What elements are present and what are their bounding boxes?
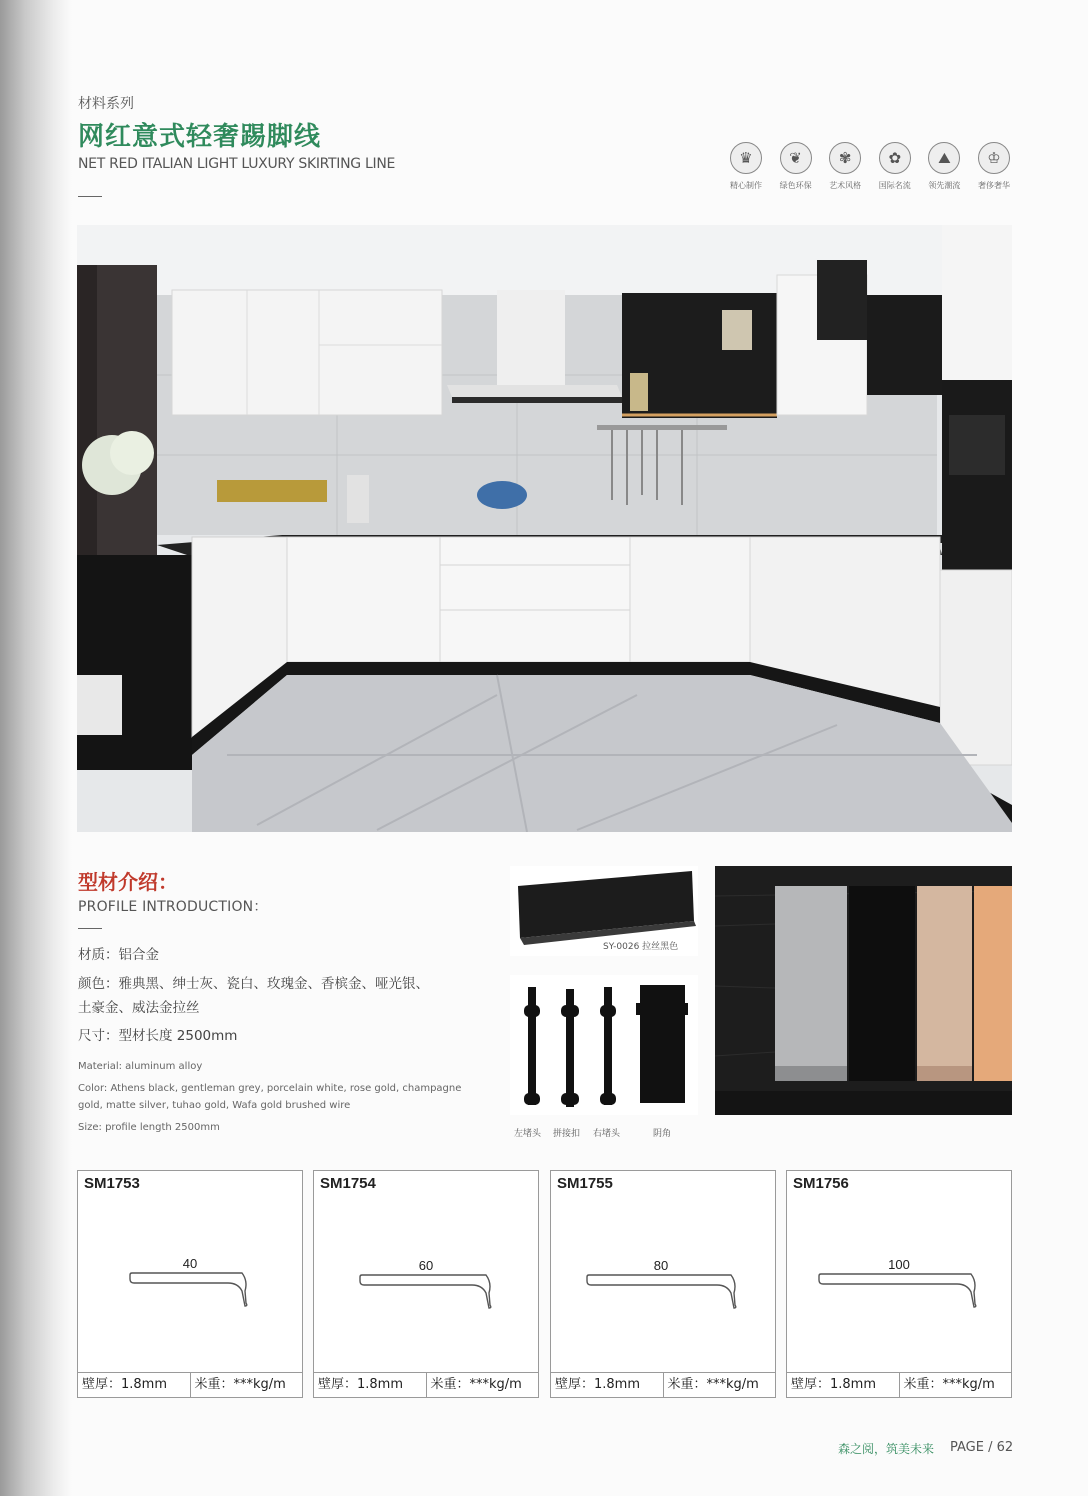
- title-divider: [78, 196, 102, 197]
- profile-width-label: 40: [182, 1256, 198, 1271]
- profile-specs: [787, 1372, 1011, 1397]
- badge-trend: ⛰ 领先潮流: [922, 142, 966, 192]
- badge-art: ✾ 艺术风格: [823, 142, 867, 192]
- feature-badges: [724, 142, 1016, 192]
- profile-card-sm1756: [786, 1170, 1012, 1398]
- profile-card-sm1755: [550, 1170, 776, 1398]
- profile-width-label: 100: [888, 1257, 910, 1272]
- color-en-line1: Color: Athens black, gentleman grey, porcelain white, rose gold, champagne: [78, 1083, 462, 1094]
- profile-weight: 米重：***kg/m: [190, 1373, 303, 1397]
- art-icon: ✾: [829, 142, 861, 174]
- profile-drawing: [551, 1231, 775, 1321]
- accessories-photo: [510, 975, 698, 1115]
- profile-thickness: 壁厚：1.8mm: [82, 1377, 168, 1392]
- material-en: Material: aluminum alloy: [78, 1061, 203, 1072]
- size-en: Size: profile length 2500mm: [78, 1122, 220, 1133]
- material-cn: 材质：铝合金: [78, 947, 159, 963]
- size-cn: 尺寸：型材长度 2500mm: [78, 1028, 238, 1044]
- leaf-icon: ❦: [780, 142, 812, 174]
- accessory-label-connector: 拼接扣: [553, 1129, 581, 1139]
- profile-code: SM1756: [793, 1175, 849, 1192]
- accessory-label-inner-corner: 阴角: [653, 1129, 672, 1139]
- badge-luxury: ♔ 奢侈奢华: [972, 142, 1016, 192]
- profile-thickness: 壁厚：1.8mm: [555, 1377, 641, 1392]
- product-photo-label: SY-0026 拉丝黑色: [603, 942, 679, 952]
- profile-drawing: [314, 1231, 538, 1321]
- kitchen-photo: [77, 225, 1012, 832]
- badge-handmade: ♛ 精心制作: [724, 142, 768, 192]
- series-label: 材料系列: [78, 96, 134, 112]
- globe-icon: ✿: [879, 142, 911, 174]
- trophy-icon: ♛: [730, 142, 762, 174]
- accessory-label-left-cap: 左堵头: [514, 1129, 542, 1139]
- color-samples-photo: [715, 866, 1012, 1115]
- intro-divider: [78, 928, 102, 929]
- page-subtitle: NET RED ITALIAN LIGHT LUXURY SKIRTING LINE: [78, 156, 396, 172]
- profile-specs: [314, 1372, 538, 1397]
- badge-international: ✿ 国际名流: [873, 142, 917, 192]
- profile-width-label: 60: [418, 1258, 434, 1273]
- page-title: 网红意式轻奢踢脚线: [78, 122, 322, 152]
- profile-thickness: 壁厚：1.8mm: [318, 1377, 404, 1392]
- profile-specs: [78, 1372, 302, 1397]
- badge-eco: ❦ 绿色环保: [774, 142, 818, 192]
- profile-weight: 米重：***kg/m: [426, 1373, 539, 1397]
- profile-weight: 米重：***kg/m: [663, 1373, 776, 1397]
- profile-specs: [551, 1372, 775, 1397]
- profile-drawing: [78, 1231, 302, 1321]
- profile-width-label: 80: [653, 1258, 669, 1273]
- color-cn-line1: 颜色：雅典黑、绅士灰、瓷白、玫瑰金、香槟金、哑光银、: [78, 976, 429, 992]
- color-en-line2: gold, matte silver, tuhao gold, Wafa gold brushed wire: [78, 1100, 351, 1111]
- intro-subtitle: PROFILE INTRODUCTION：: [78, 899, 268, 915]
- profile-drawing: [787, 1231, 1011, 1321]
- luxury-icon: ♔: [978, 142, 1010, 174]
- accessory-label-right-cap: 右堵头: [593, 1129, 621, 1139]
- color-cn-line2: 土豪金、威法金拉丝: [78, 1000, 200, 1016]
- intro-title: 型材介绍：: [78, 870, 178, 894]
- profile-thickness: 壁厚：1.8mm: [791, 1377, 877, 1392]
- page-number: PAGE / 62: [950, 1440, 1014, 1455]
- profile-code: SM1754: [320, 1175, 376, 1192]
- profile-card-sm1753: [77, 1170, 303, 1398]
- profile-weight: 米重：***kg/m: [899, 1373, 1012, 1397]
- product-photo: [510, 866, 698, 956]
- crown-icon: ⛰: [928, 142, 960, 174]
- footer-slogan: 森之阅，筑美未来: [838, 1442, 935, 1456]
- profile-card-sm1754: [313, 1170, 539, 1398]
- profile-code: SM1755: [557, 1175, 613, 1192]
- profile-code: SM1753: [84, 1175, 140, 1192]
- page-binding-shadow: [0, 0, 72, 1496]
